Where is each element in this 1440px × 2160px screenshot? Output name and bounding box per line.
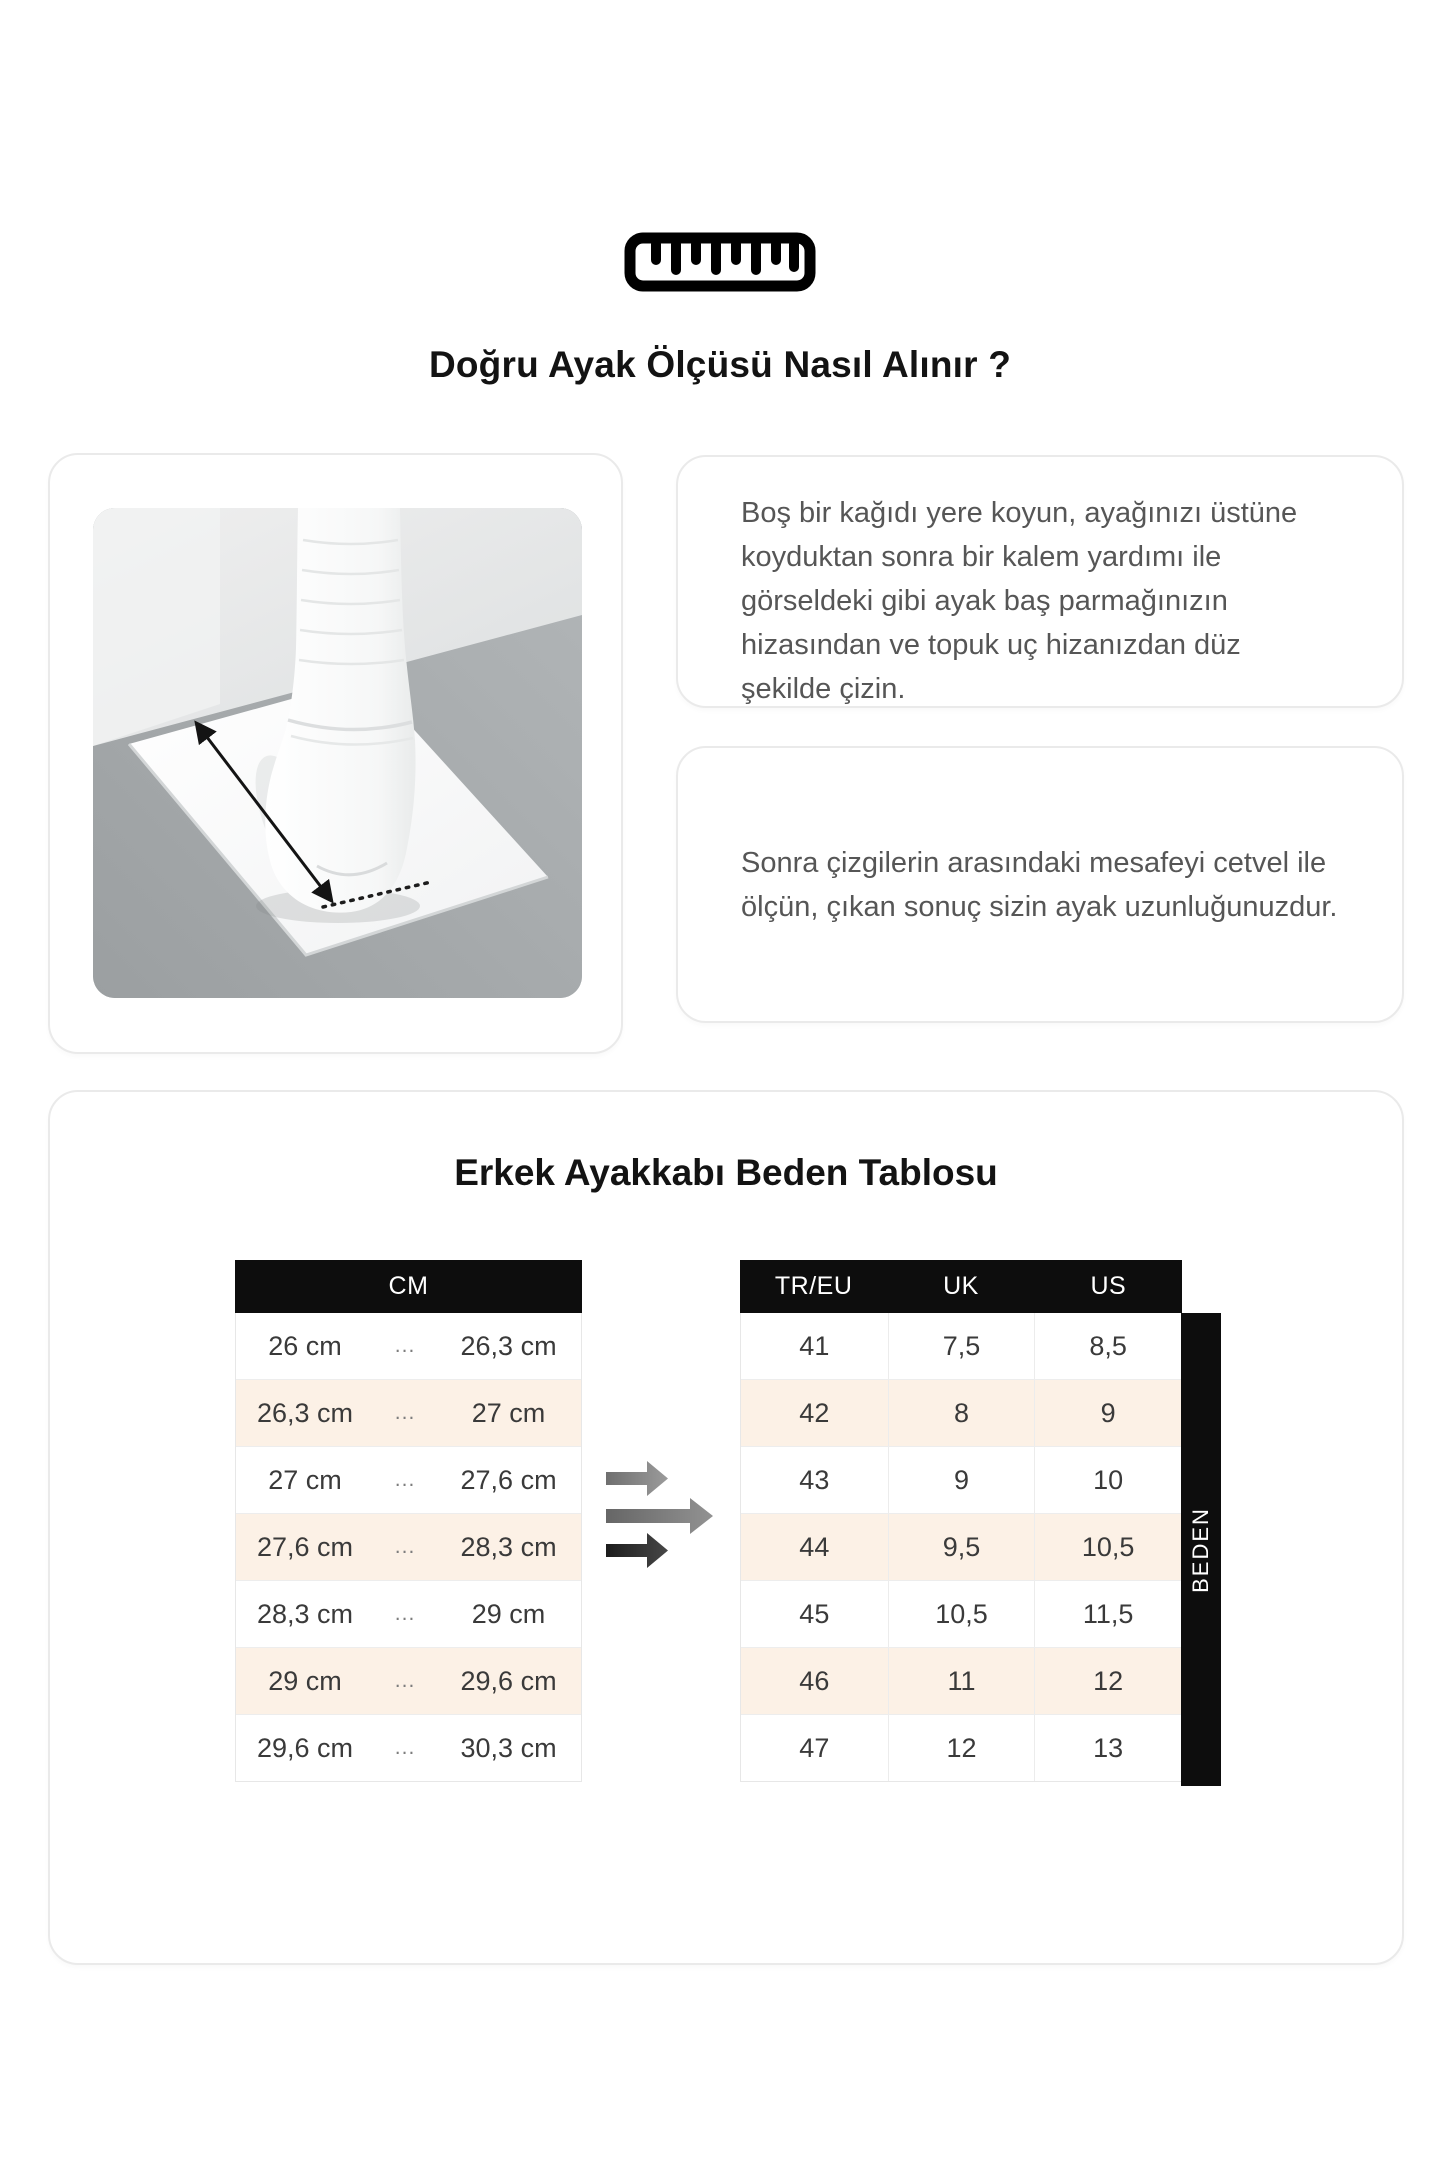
size-value: 45	[799, 1598, 830, 1629]
size-value: 13	[1034, 1715, 1181, 1781]
size-table-row	[741, 1380, 1181, 1447]
cm-value: 27 cm	[471, 1397, 546, 1428]
size-value: 9	[1034, 1380, 1181, 1446]
beden-label: BEDEN	[1188, 1506, 1214, 1593]
cm-table-body	[235, 1313, 582, 1782]
cm-value: 27,6 cm	[256, 1531, 354, 1562]
range-dots: ...	[394, 1669, 416, 1692]
cm-value: 28,3 cm	[256, 1598, 354, 1629]
size-value: 44	[799, 1531, 830, 1562]
cm-value: 26 cm	[268, 1330, 342, 1361]
cm-table	[235, 1260, 582, 1782]
size-value: 12	[888, 1715, 1035, 1781]
range-dots: ...	[394, 1602, 416, 1625]
size-value: 7,5	[888, 1313, 1035, 1379]
size-value: 41	[799, 1330, 830, 1361]
size-value: 11	[888, 1648, 1035, 1714]
cm-table-header	[235, 1260, 582, 1313]
size-section-title: Erkek Ayakkabı Beden Tablosu	[454, 1152, 998, 1193]
size-table-header-cell: UK	[943, 1272, 979, 1300]
size-table-header-cell: TR/EU	[774, 1272, 853, 1300]
cm-value: 29,6 cm	[256, 1732, 354, 1763]
beden-side-bar	[1181, 1313, 1221, 1786]
cm-value: 29 cm	[471, 1598, 546, 1629]
instruction-card-1	[676, 455, 1404, 708]
cm-table-header-label: CM	[388, 1272, 429, 1300]
cm-table-row	[236, 1715, 581, 1781]
size-value: 8,5	[1034, 1313, 1181, 1379]
cm-value: 29 cm	[268, 1665, 342, 1696]
size-table-row	[741, 1648, 1181, 1715]
foot-measurement-photo	[93, 508, 582, 998]
size-table-row	[741, 1715, 1181, 1781]
size-value: 9,5	[888, 1514, 1035, 1580]
ruler-icon	[623, 231, 817, 293]
cm-value: 26,3 cm	[460, 1330, 557, 1361]
size-value: 46	[799, 1665, 830, 1696]
cm-table-row	[236, 1648, 581, 1715]
size-value: 11,5	[1034, 1581, 1181, 1647]
photo-wall-corner	[93, 508, 220, 746]
range-dots: ...	[394, 1535, 416, 1558]
cm-table-row	[236, 1514, 581, 1581]
range-dots: ...	[394, 1736, 416, 1759]
measurement-photo-card	[48, 453, 623, 1054]
size-table-row	[741, 1514, 1181, 1581]
page-title: Doğru Ayak Ölçüsü Nasıl Alınır ?	[428, 344, 1012, 385]
size-value: 10	[1034, 1447, 1181, 1513]
size-value: 12	[1034, 1648, 1181, 1714]
instruction-text-1: Boş bir kağıdı yere koyun, ayağınızı üstüne koyduktan sonra bir kalem yardımı ile görseldeki gibi ayak baş parmağınızın hizasından ve topuk uç hizanızdan düz şekilde çizin.	[741, 497, 1298, 705]
size-value: 9	[888, 1447, 1035, 1513]
size-table-header-cell: US	[1090, 1272, 1127, 1300]
size-table-header	[740, 1260, 1182, 1313]
cm-table-row	[236, 1380, 581, 1447]
size-table-row	[741, 1581, 1181, 1648]
size-value: 47	[799, 1732, 830, 1763]
size-value: 42	[799, 1397, 830, 1428]
cm-value: 26,3 cm	[256, 1397, 354, 1428]
size-table-body	[740, 1313, 1182, 1782]
cm-table-row	[236, 1313, 581, 1380]
instruction-text-2: Sonra çizgilerin arasındaki mesafeyi cetvel ile ölçün, çıkan sonuç sizin ayak uzunluğunuzdur.	[741, 846, 1338, 923]
size-conversion-table	[740, 1260, 1182, 1782]
cm-value: 29,6 cm	[460, 1665, 557, 1696]
cm-value: 28,3 cm	[460, 1531, 557, 1562]
size-value: 43	[799, 1464, 830, 1495]
range-dots: ...	[394, 1334, 416, 1357]
cm-value: 27 cm	[268, 1464, 342, 1495]
size-table-row	[741, 1313, 1181, 1380]
size-table-row	[741, 1447, 1181, 1514]
transfer-arrows-icon	[600, 1448, 730, 1578]
cm-value: 27,6 cm	[460, 1464, 557, 1495]
size-value: 8	[888, 1380, 1035, 1446]
cm-value: 30,3 cm	[460, 1732, 557, 1763]
range-dots: ...	[394, 1401, 416, 1424]
range-dots: ...	[394, 1468, 416, 1491]
instruction-card-2	[676, 746, 1404, 1023]
size-value: 10,5	[888, 1581, 1035, 1647]
size-value: 10,5	[1034, 1514, 1181, 1580]
cm-table-row	[236, 1581, 581, 1648]
cm-table-row	[236, 1447, 581, 1514]
